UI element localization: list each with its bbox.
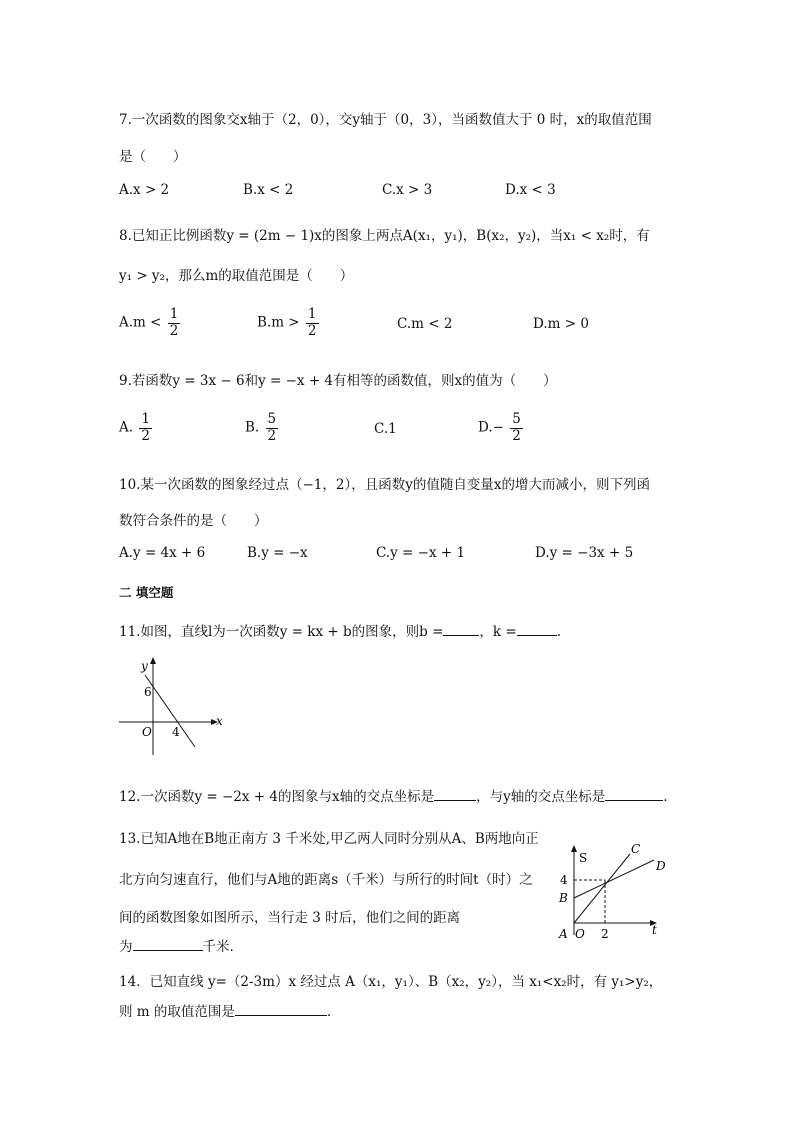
q13-graph <box>550 840 675 945</box>
q13-line4-part2: 千米. <box>202 939 234 955</box>
x-axis-label: x <box>216 714 223 728</box>
q8-option-a <box>119 307 180 339</box>
q8-stem-line1: 8.已知正比例函数y = (2m − 1)x的图象上两点A(x₁，y₁)，B(x₂，y₂)，当x₁ < x₂时，有 <box>119 228 650 244</box>
q8-option-a-fraction <box>168 307 181 339</box>
q12-stem-part2: ，与y轴的交点坐标是 <box>476 789 606 805</box>
q9-option-a-fraction <box>139 412 152 444</box>
point-b-label: B <box>559 891 568 905</box>
q12-blank-x-intersection[interactable] <box>434 788 476 801</box>
q9-option-d-prefix: D.− <box>478 419 504 436</box>
x-intercept-label: 4 <box>172 725 180 739</box>
q9-option-b <box>245 412 278 444</box>
q12-blank-y-intersection[interactable] <box>605 788 663 801</box>
q11-stem-part1: 11.如图，直线l为一次函数y = kx + b的图象，则b = <box>119 624 444 640</box>
q7-stem-line1: 7.一次函数的图象交x轴于（2，0），交y轴于（0，3），当函数值大于 0 时，x的取值范围 <box>119 112 652 128</box>
fraction-numerator: 5 <box>267 411 277 427</box>
fraction-numerator: 1 <box>169 306 179 322</box>
section-heading-fill-in: 二 填空题 <box>119 585 174 600</box>
line-bd <box>574 860 654 898</box>
q8-option-b <box>257 307 319 339</box>
q8-stem-line2: y₁ > y₂，那么m的取值范围是（ ） <box>119 268 354 284</box>
q13-line3: 间的函数图象如图所示，当行走 3 时后，他们之间的距离 <box>119 910 461 926</box>
q12-stem-part3: . <box>663 789 668 805</box>
q9-option-d <box>478 412 523 444</box>
q10-stem-line1: 10.某一次函数的图象经过点（−1，2），且函数y的值随自变量x的增大而减小，则下列函 <box>119 477 650 493</box>
q11-stem <box>119 620 561 640</box>
y-axis-arrow-icon <box>150 657 156 664</box>
s-axis-arrow-icon <box>571 845 577 852</box>
y-axis-label: y <box>141 659 148 673</box>
tick-label-2: 2 <box>601 927 609 941</box>
q10-stem-line2: 数符合条件的是（ ） <box>119 513 268 529</box>
q7-option-a: A.x > 2 <box>119 182 170 198</box>
q10-option-a: A.y = 4x + 6 <box>119 545 206 561</box>
origin-label: O <box>575 927 585 941</box>
q9-option-a-prefix: A. <box>119 419 134 436</box>
q10-option-c: C.y = −x + 1 <box>376 545 466 561</box>
q9-stem: 9.若函数y = 3x − 6和y = −x + 4有相等的函数值，则x的值为（ ） <box>119 373 557 389</box>
fraction-numerator: 1 <box>307 306 317 322</box>
q12-stem-part1: 12.一次函数y = −2x + 4的图象与x轴的交点坐标是 <box>119 789 435 805</box>
q14-line2 <box>119 1000 331 1020</box>
q13-line1: 13.已知A地在B地正南方 3 千米处,甲乙两人同时分别从A、B两地向正 <box>119 831 539 847</box>
q13-blank-distance[interactable] <box>133 938 203 951</box>
q11-blank-k[interactable] <box>517 623 557 636</box>
fraction-numerator: 1 <box>141 411 150 427</box>
t-axis-label: t <box>652 923 657 937</box>
q9-option-d-fraction <box>510 412 523 444</box>
q12-stem <box>119 785 668 805</box>
fraction-denominator: 2 <box>512 427 521 444</box>
q14-line2-part2: . <box>326 1004 332 1020</box>
q11-blank-b[interactable] <box>443 623 479 636</box>
q8-option-b-fraction <box>306 307 319 339</box>
q9-option-c: C.1 <box>374 421 397 437</box>
q14-line1: 14．已知直线 y=（2-3m）x 经过点 A（x₁，y₁）、B（x₂，y₂），当 x₁<x₂时，有 y₁>y₂， <box>119 974 663 990</box>
line-d-label: D <box>656 859 666 873</box>
q9-option-b-fraction <box>266 412 279 444</box>
origin-label: O <box>142 725 152 739</box>
q7-option-c: C.x > 3 <box>382 182 433 198</box>
fraction-denominator: 2 <box>169 322 179 339</box>
q10-option-d: D.y = −3x + 5 <box>535 545 634 561</box>
q7-stem-line2: 是（ ） <box>119 149 187 165</box>
q8-option-a-prefix: A.m < <box>119 314 162 331</box>
s-axis-label: S <box>579 851 588 865</box>
fraction-denominator: 2 <box>307 322 317 339</box>
fraction-numerator: 5 <box>512 411 521 427</box>
q8-option-c: C.m < 2 <box>397 316 453 332</box>
q10-option-b: B.y = −x <box>247 545 308 561</box>
q11-stem-part3: . <box>556 624 561 640</box>
q9-option-b-prefix: B. <box>245 419 260 436</box>
q7-option-b: B.x < 2 <box>243 182 294 198</box>
q14-line2-part1: 则 m 的取值范围是 <box>119 1004 235 1020</box>
q13-line4 <box>119 935 234 955</box>
point-a-label: A <box>559 927 568 941</box>
q13-line4-part1: 为 <box>119 939 133 955</box>
line-c-label: C <box>631 842 641 856</box>
q11-stem-part2: ，k = <box>479 624 517 640</box>
q8-option-d: D.m > 0 <box>533 316 589 332</box>
y-intercept-label: 6 <box>144 685 152 699</box>
fraction-denominator: 2 <box>267 427 277 444</box>
q9-option-a <box>119 412 152 444</box>
tick-label-4: 4 <box>560 873 568 887</box>
q8-option-b-prefix: B.m > <box>257 314 300 331</box>
q14-blank-range[interactable] <box>235 1003 327 1016</box>
q13-line2: 北方向匀速直行，他们与A地的距离s（千米）与所行的时间t（时）之 <box>119 872 533 888</box>
q7-option-d: D.x < 3 <box>505 182 556 198</box>
fraction-denominator: 2 <box>141 427 150 444</box>
q11-graph <box>115 655 230 757</box>
